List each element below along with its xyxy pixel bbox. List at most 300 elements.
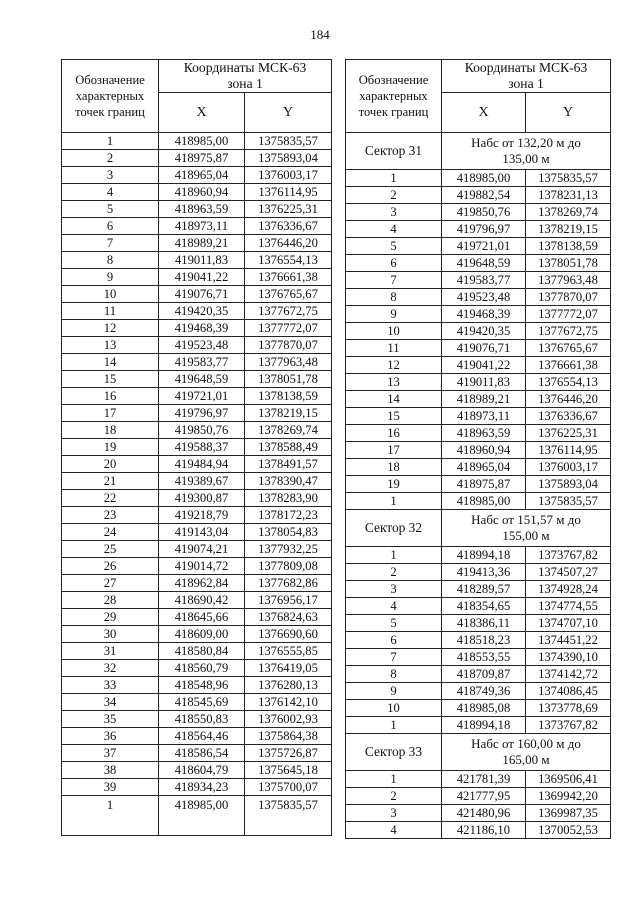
point-number: 25 [62,541,159,558]
point-number: 9 [62,269,159,286]
table-row [346,306,611,323]
table-row [62,201,332,218]
point-number: 11 [62,303,159,320]
table-row [62,609,332,626]
x-coordinate: 419076,71 [159,286,245,303]
table-row [62,133,332,150]
point-number: 19 [62,439,159,456]
y-coordinate: 1369987,35 [526,805,611,822]
x-coordinate: 419484,94 [159,456,245,473]
x-coordinate: 418989,21 [159,235,245,252]
point-number: 7 [346,649,442,666]
point-number: 33 [62,677,159,694]
x-coordinate: 419389,67 [159,473,245,490]
y-coordinate: 1373778,69 [526,700,611,717]
point-number: 16 [62,388,159,405]
y-coordinate: 1376002,93 [245,711,332,728]
table-row [62,303,332,320]
point-number: 4 [346,822,442,839]
table-row [346,289,611,306]
point-number: 3 [346,204,442,221]
y-coordinate: 1369506,41 [526,771,611,788]
point-number: 10 [346,323,442,340]
x-coordinate: 418609,00 [159,626,245,643]
table-row [346,221,611,238]
point-number: 8 [346,289,442,306]
table-row [346,391,611,408]
point-number: 7 [62,235,159,252]
y-coordinate: 1378269,74 [245,422,332,439]
x-coordinate: 418550,83 [159,711,245,728]
header-coordinates: Координаты МСК-63 зона 1 [159,60,332,93]
y-coordinate: 1374390,10 [526,649,611,666]
y-coordinate: 1375700,07 [245,779,332,796]
x-coordinate: 418548,96 [159,677,245,694]
point-number: 12 [346,357,442,374]
sector-header-row [346,510,611,547]
x-coordinate: 418973,11 [442,408,526,425]
x-coordinate: 419011,83 [159,252,245,269]
table-row [62,643,332,660]
y-coordinate: 1375835,57 [526,170,611,187]
y-coordinate: 1376446,20 [245,235,332,252]
y-coordinate: 1377682,86 [245,575,332,592]
point-number: 5 [346,238,442,255]
x-coordinate: 418985,00 [442,493,526,510]
table-row [346,717,611,734]
y-coordinate: 1376554,13 [245,252,332,269]
table-row [346,822,611,839]
table-row [62,150,332,167]
point-number: 32 [62,660,159,677]
table-row [62,337,332,354]
x-coordinate: 418985,00 [159,796,245,836]
table-row [346,459,611,476]
y-coordinate: 1376956,17 [245,592,332,609]
table-row [346,442,611,459]
y-coordinate: 1378051,78 [526,255,611,272]
x-coordinate: 418965,04 [159,167,245,184]
point-number: 10 [62,286,159,303]
table-row [346,476,611,493]
point-number: 6 [346,255,442,272]
x-coordinate: 418985,00 [442,170,526,187]
x-coordinate: 418518,23 [442,632,526,649]
x-coordinate: 419413,36 [442,564,526,581]
x-coordinate: 419076,71 [442,340,526,357]
x-coordinate: 419648,59 [159,371,245,388]
point-number: 20 [62,456,159,473]
y-coordinate: 1377963,48 [245,354,332,371]
y-coordinate: 1376690,60 [245,626,332,643]
y-coordinate: 1377772,07 [245,320,332,337]
point-number: 16 [346,425,442,442]
x-coordinate: 418962,84 [159,575,245,592]
table-row [346,408,611,425]
x-coordinate: 419420,35 [159,303,245,320]
point-number: 6 [346,632,442,649]
y-coordinate: 1375726,87 [245,745,332,762]
x-coordinate: 419796,97 [159,405,245,422]
table-row [62,422,332,439]
table-row [62,762,332,779]
table-row [62,235,332,252]
table-row [62,745,332,762]
x-coordinate: 419011,83 [442,374,526,391]
y-coordinate: 1378172,23 [245,507,332,524]
y-coordinate: 1375893,04 [526,476,611,493]
y-coordinate: 1369942,20 [526,788,611,805]
point-number: 2 [62,150,159,167]
y-coordinate: 1370052,53 [526,822,611,839]
point-number: 4 [346,221,442,238]
x-coordinate: 419850,76 [442,204,526,221]
x-coordinate: 419041,22 [442,357,526,374]
table-row [62,575,332,592]
table-row [62,286,332,303]
point-number: 2 [346,788,442,805]
y-coordinate: 1374774,55 [526,598,611,615]
y-coordinate: 1376003,17 [526,459,611,476]
point-number: 8 [62,252,159,269]
x-coordinate: 418985,08 [442,700,526,717]
y-coordinate: 1376142,10 [245,694,332,711]
sector-name: Сектор 32 [346,510,442,547]
point-number: 17 [62,405,159,422]
table-row [346,170,611,187]
x-coordinate: 418386,11 [442,615,526,632]
point-number: 35 [62,711,159,728]
point-number: 22 [62,490,159,507]
point-number: 34 [62,694,159,711]
y-coordinate: 1375835,57 [526,493,611,510]
x-coordinate: 419583,77 [442,272,526,289]
y-coordinate: 1376225,31 [245,201,332,218]
y-coordinate: 1376765,67 [526,340,611,357]
point-number: 23 [62,507,159,524]
table-row [62,592,332,609]
x-coordinate: 421781,39 [442,771,526,788]
point-number: 4 [346,598,442,615]
point-number: 24 [62,524,159,541]
header-point-label: Обозначение характерных точек границ [62,60,159,133]
x-coordinate: 419014,72 [159,558,245,575]
point-number: 12 [62,320,159,337]
x-coordinate: 418963,59 [159,201,245,218]
point-number: 7 [346,272,442,289]
table-row [346,771,611,788]
x-coordinate: 419041,22 [159,269,245,286]
x-coordinate: 418994,18 [442,547,526,564]
x-coordinate: 418973,11 [159,218,245,235]
x-coordinate: 418560,79 [159,660,245,677]
sector-nabs-range: Набс от 151,57 м до 155,00 м [442,510,611,547]
x-coordinate: 419588,37 [159,439,245,456]
point-number: 1 [346,717,442,734]
table-row [346,187,611,204]
table-row [62,388,332,405]
point-number: 9 [346,306,442,323]
table-row [346,238,611,255]
y-coordinate: 1376661,38 [526,357,611,374]
x-coordinate: 418586,54 [159,745,245,762]
y-coordinate: 1375835,57 [245,133,332,150]
table-row [62,354,332,371]
x-coordinate: 419523,48 [442,289,526,306]
y-coordinate: 1376114,95 [526,442,611,459]
table-row [62,541,332,558]
table-row [346,340,611,357]
y-coordinate: 1378491,57 [245,456,332,473]
y-coordinate: 1374451,22 [526,632,611,649]
x-coordinate: 418289,57 [442,581,526,598]
y-coordinate: 1377672,75 [526,323,611,340]
table-row [346,615,611,632]
table-row [62,269,332,286]
x-coordinate: 418580,84 [159,643,245,660]
header-point-label: Обозначение характерных точек границ [346,60,442,133]
table-row [62,490,332,507]
point-number: 13 [62,337,159,354]
point-number: 30 [62,626,159,643]
table-row [346,547,611,564]
table-row [62,507,332,524]
table-row [62,405,332,422]
header-x: X [442,93,526,133]
x-coordinate: 421777,95 [442,788,526,805]
point-number: 6 [62,218,159,235]
x-coordinate: 419523,48 [159,337,245,354]
y-coordinate: 1376225,31 [526,425,611,442]
point-number: 9 [346,683,442,700]
x-coordinate: 419648,59 [442,255,526,272]
y-coordinate: 1373767,82 [526,717,611,734]
table-row [62,456,332,473]
x-coordinate: 418690,42 [159,592,245,609]
point-number: 28 [62,592,159,609]
y-coordinate: 1376419,05 [245,660,332,677]
x-coordinate: 418960,94 [442,442,526,459]
table-row [346,204,611,221]
x-coordinate: 418975,87 [442,476,526,493]
y-coordinate: 1378219,15 [526,221,611,238]
point-number: 4 [62,184,159,201]
x-coordinate: 419796,97 [442,221,526,238]
x-coordinate: 418645,66 [159,609,245,626]
x-coordinate: 419143,04 [159,524,245,541]
y-coordinate: 1375645,18 [245,762,332,779]
table-row [346,357,611,374]
sector-header-row [346,133,611,170]
table-row [62,779,332,796]
y-coordinate: 1375864,38 [245,728,332,745]
table-row [62,371,332,388]
x-coordinate: 419882,54 [442,187,526,204]
x-coordinate: 418934,23 [159,779,245,796]
point-number: 3 [62,167,159,184]
header-x: X [159,93,245,133]
y-coordinate: 1376003,17 [245,167,332,184]
point-number: 18 [346,459,442,476]
point-number: 5 [62,201,159,218]
point-number: 1 [346,170,442,187]
header-coordinates: Координаты МСК-63 зона 1 [442,60,611,93]
point-number: 14 [62,354,159,371]
point-number: 27 [62,575,159,592]
x-coordinate: 418960,94 [159,184,245,201]
point-number: 15 [62,371,159,388]
x-coordinate: 419074,21 [159,541,245,558]
table-row [62,728,332,745]
point-number: 2 [346,564,442,581]
y-coordinate: 1378219,15 [245,405,332,422]
point-number: 10 [346,700,442,717]
table-row [346,788,611,805]
y-coordinate: 1377772,07 [526,306,611,323]
table-row [346,493,611,510]
y-coordinate: 1376114,95 [245,184,332,201]
table-row [62,439,332,456]
table-row [346,425,611,442]
y-coordinate: 1376824,63 [245,609,332,626]
page-number: 184 [310,27,330,42]
table-row [62,711,332,728]
table-row [62,524,332,541]
table-row [62,796,332,836]
table-row [346,374,611,391]
point-number: 3 [346,581,442,598]
y-coordinate: 1374142,72 [526,666,611,683]
point-number: 15 [346,408,442,425]
y-coordinate: 1374928,24 [526,581,611,598]
point-number: 1 [346,771,442,788]
y-coordinate: 1374707,10 [526,615,611,632]
point-number: 1 [62,133,159,150]
table-row [62,694,332,711]
table-row [346,581,611,598]
point-number: 37 [62,745,159,762]
point-number: 11 [346,340,442,357]
point-number: 5 [346,615,442,632]
y-coordinate: 1376554,13 [526,374,611,391]
table-row [62,184,332,201]
table-row [62,558,332,575]
point-number: 8 [346,666,442,683]
y-coordinate: 1376280,13 [245,677,332,694]
x-coordinate: 419583,77 [159,354,245,371]
point-number: 39 [62,779,159,796]
x-coordinate: 419468,39 [159,320,245,337]
sector-header-row [346,734,611,771]
table-row [346,632,611,649]
point-number: 31 [62,643,159,660]
x-coordinate: 418985,00 [159,133,245,150]
point-number: 21 [62,473,159,490]
x-coordinate: 421480,96 [442,805,526,822]
point-number: 14 [346,391,442,408]
point-number: 18 [62,422,159,439]
y-coordinate: 1375835,57 [245,796,332,836]
table-row [346,255,611,272]
coordinates-table-right [345,59,611,839]
x-coordinate: 418564,46 [159,728,245,745]
point-number: 2 [346,187,442,204]
y-coordinate: 1378054,83 [245,524,332,541]
x-coordinate: 419420,35 [442,323,526,340]
sector-name: Сектор 31 [346,133,442,170]
point-number: 3 [346,805,442,822]
x-coordinate: 419721,01 [442,238,526,255]
y-coordinate: 1373767,82 [526,547,611,564]
x-coordinate: 419468,39 [442,306,526,323]
table-row [346,805,611,822]
table-row [62,677,332,694]
x-coordinate: 418963,59 [442,425,526,442]
sector-nabs-range: Набс от 132,20 м до 135,00 м [442,133,611,170]
point-number: 36 [62,728,159,745]
x-coordinate: 419218,79 [159,507,245,524]
point-number: 17 [346,442,442,459]
x-coordinate: 418354,65 [442,598,526,615]
table-row [346,649,611,666]
x-coordinate: 418989,21 [442,391,526,408]
header-y: Y [526,93,611,133]
x-coordinate: 419850,76 [159,422,245,439]
x-coordinate: 418965,04 [442,459,526,476]
y-coordinate: 1376661,38 [245,269,332,286]
y-coordinate: 1377809,08 [245,558,332,575]
coordinates-table-left [61,59,332,836]
x-coordinate: 418553,55 [442,649,526,666]
table-row [346,683,611,700]
x-coordinate: 419300,87 [159,490,245,507]
table-row [62,167,332,184]
point-number: 38 [62,762,159,779]
x-coordinate: 418545,69 [159,694,245,711]
y-coordinate: 1377672,75 [245,303,332,320]
y-coordinate: 1374086,45 [526,683,611,700]
y-coordinate: 1378138,59 [245,388,332,405]
x-coordinate: 418749,36 [442,683,526,700]
x-coordinate: 418994,18 [442,717,526,734]
y-coordinate: 1377870,07 [526,289,611,306]
table-row [62,320,332,337]
y-coordinate: 1378588,49 [245,439,332,456]
point-number: 1 [346,547,442,564]
y-coordinate: 1376765,67 [245,286,332,303]
x-coordinate: 418709,87 [442,666,526,683]
sector-name: Сектор 33 [346,734,442,771]
table-row [62,218,332,235]
y-coordinate: 1377870,07 [245,337,332,354]
y-coordinate: 1376555,85 [245,643,332,660]
table-row [346,323,611,340]
y-coordinate: 1375893,04 [245,150,332,167]
y-coordinate: 1376336,67 [245,218,332,235]
table-row [346,564,611,581]
y-coordinate: 1378138,59 [526,238,611,255]
y-coordinate: 1376446,20 [526,391,611,408]
header-y: Y [245,93,332,133]
table-row [346,700,611,717]
table-row [346,272,611,289]
point-number: 1 [62,796,159,836]
x-coordinate: 418975,87 [159,150,245,167]
table-row [346,666,611,683]
point-number: 19 [346,476,442,493]
y-coordinate: 1378283,90 [245,490,332,507]
x-coordinate: 421186,10 [442,822,526,839]
